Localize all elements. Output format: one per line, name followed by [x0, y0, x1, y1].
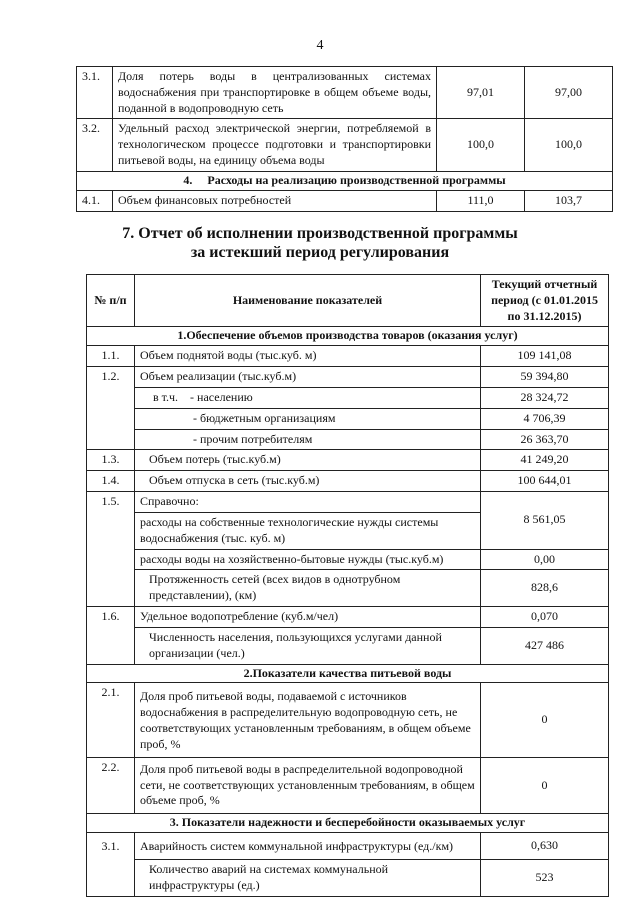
- row-value: 0,630: [481, 833, 609, 860]
- row-value-2: 100,0: [525, 119, 613, 171]
- row-value: 828,6: [481, 570, 609, 607]
- report-title-line-1: 7. Отчет об исполнении производственной программы: [122, 225, 518, 242]
- row-name: Справочно:: [135, 492, 481, 513]
- row-number: 1.1.: [87, 346, 135, 367]
- row-number: 1.2.: [87, 367, 135, 450]
- table-row: [77, 67, 613, 119]
- row-name: Доля проб питьевой воды, подаваемой с источников водоснабжения в распределительную водопроводную сеть, не соответствующих установленным требованиям, в общем объеме проб, %: [135, 683, 481, 757]
- section-heading: 3. Показатели надежности и бесперебойности оказываемых услуг: [87, 814, 609, 833]
- table-row: [77, 190, 613, 211]
- table-row: [87, 859, 609, 896]
- continued-indicators-table: [76, 66, 613, 212]
- table-row: [87, 367, 609, 388]
- table-row: [87, 408, 609, 429]
- row-value: 427 486: [481, 627, 609, 664]
- row-name: Удельное водопотребление (куб.м/чел): [135, 607, 481, 628]
- row-value: 0: [481, 683, 609, 757]
- table-row: [87, 387, 609, 408]
- section-row: [87, 814, 609, 833]
- section-row: [87, 664, 609, 683]
- header-number: № п/п: [87, 275, 135, 327]
- row-name: расходы на собственные технологические нужды системы водоснабжения (тыс. куб. м): [135, 512, 481, 549]
- row-value: 41 249,20: [481, 450, 609, 471]
- row-number: 3.1.: [87, 833, 135, 896]
- section-title: Расходы на реализацию производственной программы: [207, 172, 506, 187]
- row-name: Протяженность сетей (всех видов в однотрубном представлении), (км): [135, 570, 481, 607]
- row-value: 0: [481, 757, 609, 813]
- table-row: [87, 471, 609, 492]
- header-name: Наименование показателей: [135, 275, 481, 327]
- row-name: в т.ч. - населению: [135, 387, 481, 408]
- row-value-1: 97,01: [437, 67, 525, 119]
- header-row: [87, 275, 609, 327]
- row-value: 4 706,39: [481, 408, 609, 429]
- table-row: [87, 627, 609, 664]
- row-value: 59 394,80: [481, 367, 609, 388]
- table-row: [87, 833, 609, 860]
- table-row: [87, 607, 609, 628]
- row-number: 1.4.: [87, 471, 135, 492]
- page-number: 4: [316, 38, 324, 53]
- row-value: 0,00: [481, 549, 609, 570]
- row-value: 26 363,70: [481, 429, 609, 450]
- row-name: - прочим потребителям: [135, 429, 481, 450]
- row-name: Объем потерь (тыс.куб.м): [135, 450, 481, 471]
- table-row: [87, 757, 609, 813]
- row-number: 3.2.: [77, 119, 113, 171]
- report-title-line-2: за истекший период регулирования: [190, 244, 450, 261]
- table-row: [87, 492, 609, 513]
- row-number: 1.5.: [87, 492, 135, 607]
- row-name: Количество аварий на системах коммунальной инфраструктуры (ед.): [135, 859, 481, 896]
- section-row: [77, 171, 613, 190]
- row-number: 3.1.: [77, 67, 113, 119]
- section-heading: 2.Показатели качества питьевой воды: [87, 664, 609, 683]
- row-value: 523: [481, 859, 609, 896]
- row-value-1: 111,0: [437, 190, 525, 211]
- row-value: 100 644,01: [481, 471, 609, 492]
- row-name: Удельный расход электрической энергии, потребляемой в технологическом процессе подготовки и транспортировки питьевой воды, на единицу объема воды: [113, 119, 437, 171]
- row-number: 2.2.: [87, 757, 135, 813]
- table-row: [87, 429, 609, 450]
- row-number: 1.6.: [87, 607, 135, 664]
- row-number: 2.1.: [87, 683, 135, 757]
- row-value: 109 141,08: [481, 346, 609, 367]
- row-name: - бюджетным организациям: [135, 408, 481, 429]
- row-name: Доля потерь воды в централизованных системах водоснабжения при транспортировке в общем объеме воды, поданной в водопроводную сеть: [113, 67, 437, 119]
- row-name: Объем поднятой воды (тыс.куб. м): [135, 346, 481, 367]
- row-name: расходы воды на хозяйственно-бытовые нужды (тыс.куб.м): [135, 549, 481, 570]
- section-heading: [77, 171, 613, 190]
- row-name: Доля проб питьевой воды в распределительной водопроводной сети, не соответствующих установленным требованиям, в общем объеме проб, %: [135, 757, 481, 813]
- row-value: 0,070: [481, 607, 609, 628]
- table-row: [77, 119, 613, 171]
- report-table: [86, 274, 609, 897]
- row-name: Объем реализации (тыс.куб.м): [135, 367, 481, 388]
- row-value-2: 103,7: [525, 190, 613, 211]
- row-name: Объем финансовых потребностей: [113, 190, 437, 211]
- row-value: 8 561,05: [481, 492, 609, 549]
- row-value-2: 97,00: [525, 67, 613, 119]
- row-name: Аварийность систем коммунальной инфраструктуры (ед./км): [135, 833, 481, 860]
- row-value: 28 324,72: [481, 387, 609, 408]
- table-row: [87, 549, 609, 570]
- section-number: 4.: [183, 172, 193, 187]
- table-row: [87, 570, 609, 607]
- table-row: [87, 346, 609, 367]
- row-value-1: 100,0: [437, 119, 525, 171]
- header-period: Текущий отчетный период (с 01.01.2015 по 31.12.2015): [481, 275, 609, 327]
- section-heading: 1.Обеспечение объемов производства товаров (оказания услуг): [87, 327, 609, 346]
- row-name: Численность населения, пользующихся услугами данной организации (чел.): [135, 627, 481, 664]
- table-row: [87, 683, 609, 757]
- row-number: 1.3.: [87, 450, 135, 471]
- table-row: [87, 450, 609, 471]
- row-name: Объем отпуска в сеть (тыс.куб.м): [135, 471, 481, 492]
- row-number: 4.1.: [77, 190, 113, 211]
- section-row: [87, 327, 609, 346]
